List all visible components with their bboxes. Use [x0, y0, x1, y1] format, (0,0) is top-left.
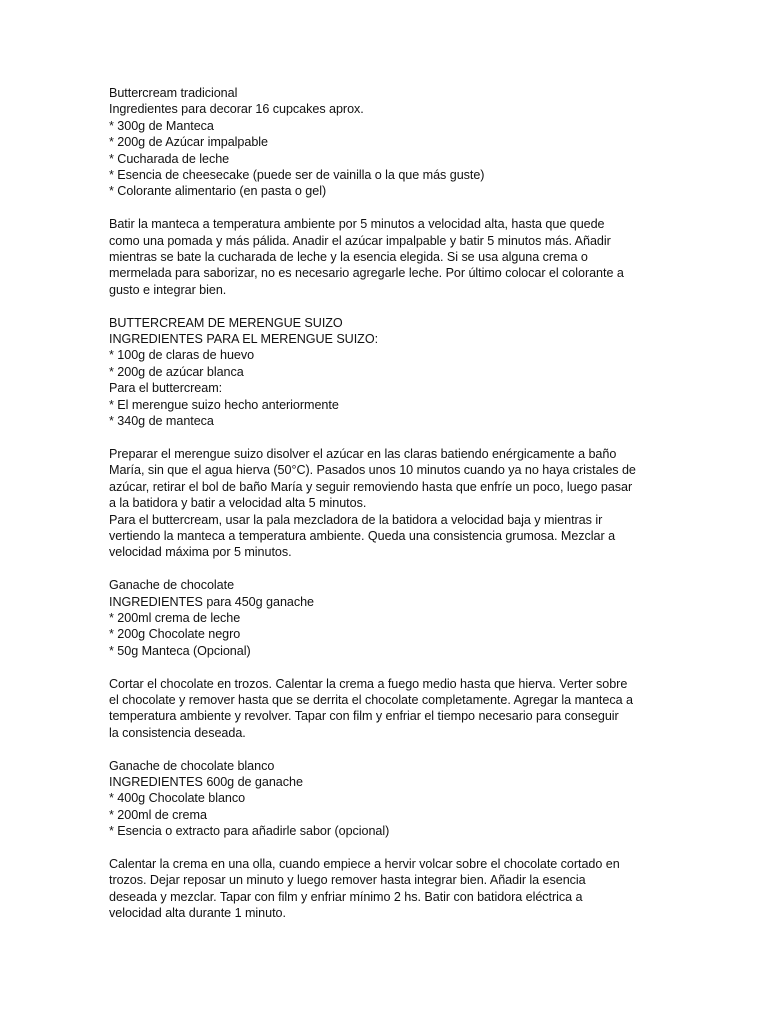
ingredients-heading: INGREDIENTES 600g de ganache: [109, 774, 303, 789]
ingredient-item: * 200ml de crema: [109, 807, 207, 822]
ingredient-item: * 200g Chocolate negro: [109, 627, 241, 642]
ingredient-item: * 400g Chocolate blanco: [109, 791, 246, 806]
paragraph-line: velocidad alta durante 1 minuto.: [109, 906, 286, 921]
ingredient-item: * Esencia o extracto para añadirle sabor (opcional): [109, 824, 390, 839]
paragraph-line: Cortar el chocolate en trozos. Calentar la crema a fuego medio hasta que hierva. Verter sobre: [109, 676, 628, 691]
paragraph-line: Batir la manteca a temperatura ambiente por 5 minutos a velocidad alta, hasta que quede: [109, 217, 605, 232]
section-ganache-blanco-steps: [109, 856, 669, 922]
paragraph-line: temperatura ambiente y revolver. Tapar con film y enfriar el tiempo necesario para conseguir: [109, 709, 619, 724]
ingredients-subheading: Para el buttercream:: [109, 381, 223, 396]
ingredient-item: * 340g de manteca: [109, 414, 214, 429]
section-ganache-blanco-ingredients: [109, 758, 669, 840]
section-merengue-suizo-ingredients: [109, 315, 669, 430]
ingredient-item: * Esencia de cheesecake (puede ser de vainilla o la que más guste): [109, 168, 485, 183]
paragraph-line: vertiendo la manteca a temperatura ambiente. Queda una consistencia grumosa. Mezclar a: [109, 528, 616, 543]
ingredient-item: * 200g de azúcar blanca: [109, 364, 244, 379]
section-merengue-suizo-steps: [109, 446, 669, 561]
section-title: Ganache de chocolate blanco: [109, 758, 275, 773]
ingredients-heading: INGREDIENTES PARA EL MERENGUE SUIZO:: [109, 332, 379, 347]
ingredient-item: * 100g de claras de huevo: [109, 348, 255, 363]
ingredient-item: * El merengue suizo hecho anteriormente: [109, 397, 339, 412]
ingredient-item: * Cucharada de leche: [109, 151, 230, 166]
section-title: Buttercream tradicional: [109, 86, 238, 100]
section-ganache-chocolate-steps: [109, 676, 669, 742]
paragraph-line: mermelada para saborizar, no es necesario agregarle leche. Por último colocar el colorante a: [109, 266, 624, 281]
ingredients-heading: Ingredientes para decorar 16 cupcakes aprox.: [109, 102, 364, 117]
ingredient-item: * Colorante alimentario (en pasta o gel): [109, 184, 327, 199]
paragraph-line: Calentar la crema en una olla, cuando empiece a hervir volcar sobre el chocolate cortado en: [109, 856, 620, 871]
paragraph-line: a la batidora y batir a velocidad alta 5 minutos.: [109, 496, 367, 511]
paragraph-line: trozos. Dejar reposar un minuto y luego remover hasta integrar bien. Añadir la esencia: [109, 873, 586, 888]
section-buttercream-tradicional-ingredients: [109, 85, 669, 200]
section-title: Ganache de chocolate: [109, 578, 235, 593]
paragraph-line: como una pomada y más pálida. Anadir el azúcar impalpable y batir 5 minutos más. Añadir: [109, 233, 611, 248]
paragraph-line: deseada y mezclar. Tapar con film y enfriar mínimo 2 hs. Batir con batidora eléctrica a: [109, 889, 583, 904]
paragraph-line: María, sin que el agua hierva (50°C). Pasados unos 10 minutos cuando ya no haya cristales de: [109, 463, 636, 478]
document-page: [109, 85, 669, 938]
paragraph-line: el chocolate y remover hasta que se derrita el chocolate completamente. Agregar la manteca a: [109, 692, 633, 707]
paragraph-line: azúcar, retirar el bol de baño María y seguir removiendo hasta que enfríe un poco, luego pasar: [109, 479, 633, 494]
section-ganache-chocolate-ingredients: [109, 577, 669, 659]
paragraph-line: la consistencia deseada.: [109, 725, 246, 740]
paragraph-line: gusto e integrar bien.: [109, 282, 227, 297]
paragraph-line: velocidad máxima por 5 minutos.: [109, 545, 292, 560]
ingredient-item: * 200ml crema de leche: [109, 610, 241, 625]
ingredient-item: * 300g de Manteca: [109, 118, 214, 133]
ingredients-heading: INGREDIENTES para 450g ganache: [109, 594, 315, 609]
section-title: BUTTERCREAM DE MERENGUE SUIZO: [109, 315, 343, 330]
paragraph-line: Para el buttercream, usar la pala mezcladora de la batidora a velocidad baja y mientras ir: [109, 512, 603, 527]
section-buttercream-tradicional-steps: [109, 216, 669, 298]
paragraph-line: mientras se bate la cucharada de leche y la esencia elegida. Si se usa alguna crema o: [109, 250, 588, 265]
ingredient-item: * 50g Manteca (Opcional): [109, 643, 251, 658]
ingredient-item: * 200g de Azúcar impalpable: [109, 135, 268, 150]
paragraph-line: Preparar el merengue suizo disolver el azúcar en las claras batiendo enérgicamente a baño: [109, 446, 617, 461]
